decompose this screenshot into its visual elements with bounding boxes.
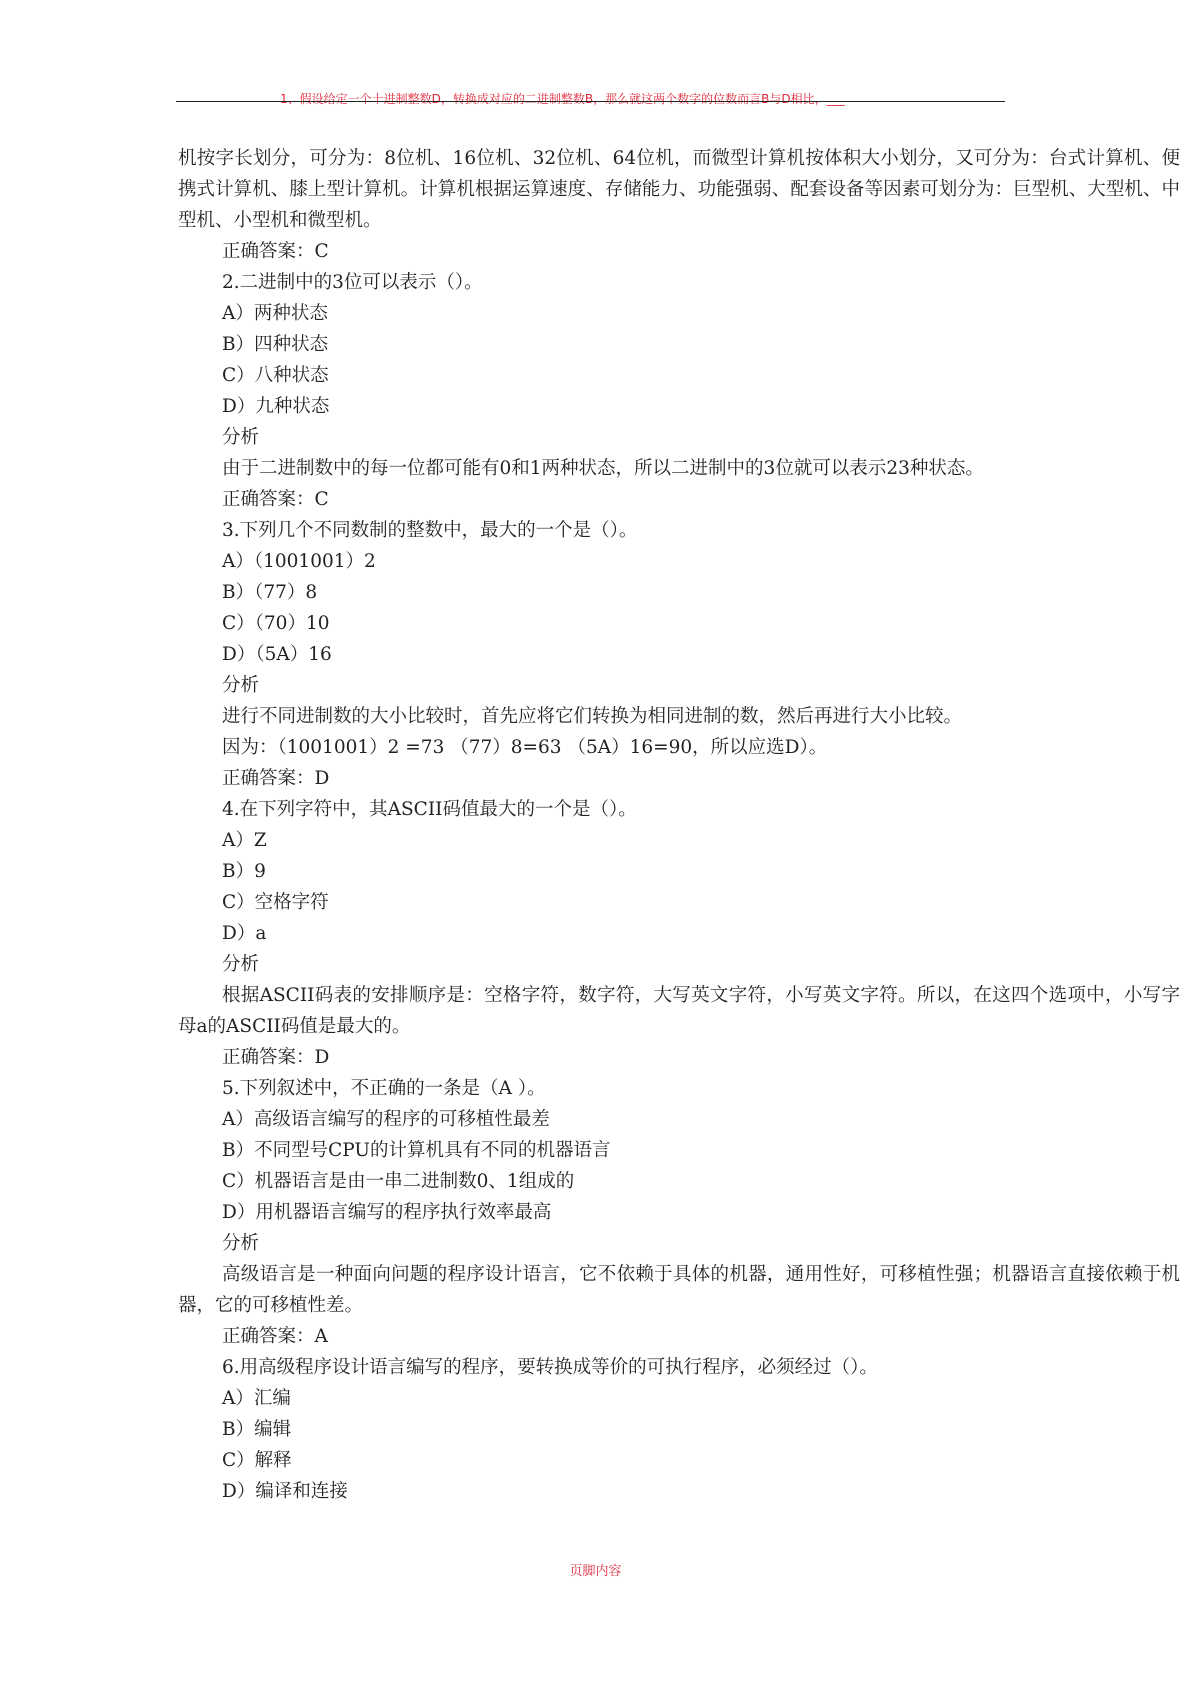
- text-line: 正确答案：D: [222, 1047, 330, 1068]
- text-line: 由于二进制数中的每一位都可能有0和1两种状态，所以二进制中的3位就可以表示23种状态。: [222, 458, 984, 479]
- text-line: D）九种状态: [222, 396, 330, 417]
- text-line: A）汇编: [222, 1388, 291, 1409]
- text-line: 分析: [222, 1233, 260, 1254]
- text-line: 机按字长划分，可分为：8位机、16位机、32位机、64位机，而微型计算机按体积大小划分，又可分为：台式计算机、便携式计算机、膝上型计算机。计算机根据运算速度、存储能力、功能强弱、配套设备等因素可划分为：巨型机、大型机、中型机、小型机和微型机。: [178, 148, 1180, 231]
- text-line: 6.用高级程序设计语言编写的程序，要转换成等价的可执行程序，必须经过（）。: [222, 1357, 878, 1378]
- text-line: B）不同型号CPU的计算机具有不同的机器语言: [222, 1140, 611, 1161]
- text-line: 因为：（1001001）2 =73 （77）8=63 （5A）16=90，所以应选D）。: [222, 737, 828, 758]
- text-line: B）编辑: [222, 1419, 292, 1440]
- text-line: D）（5A）16: [222, 644, 332, 665]
- text-line: 根据ASCII码表的安排顺序是：空格字符，数字符，大写英文字符，小写英文字符。所以，在这四个选项中，小写字母a的ASCII码值是最大的。: [178, 985, 1180, 1037]
- text-line: A）高级语言编写的程序的可移植性最差: [222, 1109, 550, 1130]
- text-line: 3.下列几个不同数制的整数中，最大的一个是（）。: [222, 520, 638, 541]
- text-line: D）编译和连接: [222, 1481, 348, 1502]
- text-line: C）八种状态: [222, 365, 329, 386]
- text-line: 正确答案：C: [222, 489, 329, 510]
- text-line: D）用机器语言编写的程序执行效率最高: [222, 1202, 552, 1223]
- running-header: 1、假设给定一个十进制整数D，转换成对应的二进制整数B，那么就这两个数字的位数而言B与D相比，___: [280, 92, 845, 106]
- text-line: 正确答案：A: [222, 1326, 328, 1347]
- text-line: 分析: [222, 954, 260, 975]
- text-line: B）四种状态: [222, 334, 329, 355]
- text-line: 高级语言是一种面向问题的程序设计语言，它不依赖于具体的机器，通用性好，可移植性强；机器语言直接依赖于机器，它的可移植性差。: [178, 1264, 1180, 1316]
- text-line: C）（70）10: [222, 613, 330, 634]
- text-line: A）（1001001）2: [222, 551, 376, 572]
- text-line: 分析: [222, 675, 260, 696]
- text-line: C）机器语言是由一串二进制数0、1组成的: [222, 1171, 575, 1192]
- document-body: [178, 143, 1180, 1507]
- text-line: 2.二进制中的3位可以表示（）。: [222, 272, 483, 293]
- text-line: C）空格字符: [222, 892, 329, 913]
- text-line: 分析: [222, 427, 260, 448]
- text-line: 正确答案：D: [222, 768, 330, 789]
- text-line: 4.在下列字符中，其ASCII码值最大的一个是（）。: [222, 799, 637, 820]
- text-line: B）9: [222, 861, 266, 882]
- text-line: 进行不同进制数的大小比较时，首先应将它们转换为相同进制的数，然后再进行大小比较。: [222, 706, 963, 727]
- text-line: D）a: [222, 923, 267, 944]
- text-line: A）Z: [222, 830, 267, 851]
- text-line: A）两种状态: [222, 303, 328, 324]
- text-line: 正确答案：C: [222, 241, 329, 262]
- header-rule: [176, 101, 1005, 102]
- text-line: C）解释: [222, 1450, 292, 1471]
- text-line: 5.下列叙述中，不正确的一条是（A ）。: [222, 1078, 546, 1099]
- text-line: B）（77）8: [222, 582, 318, 603]
- page-footer: 页脚内容: [569, 1564, 622, 1579]
